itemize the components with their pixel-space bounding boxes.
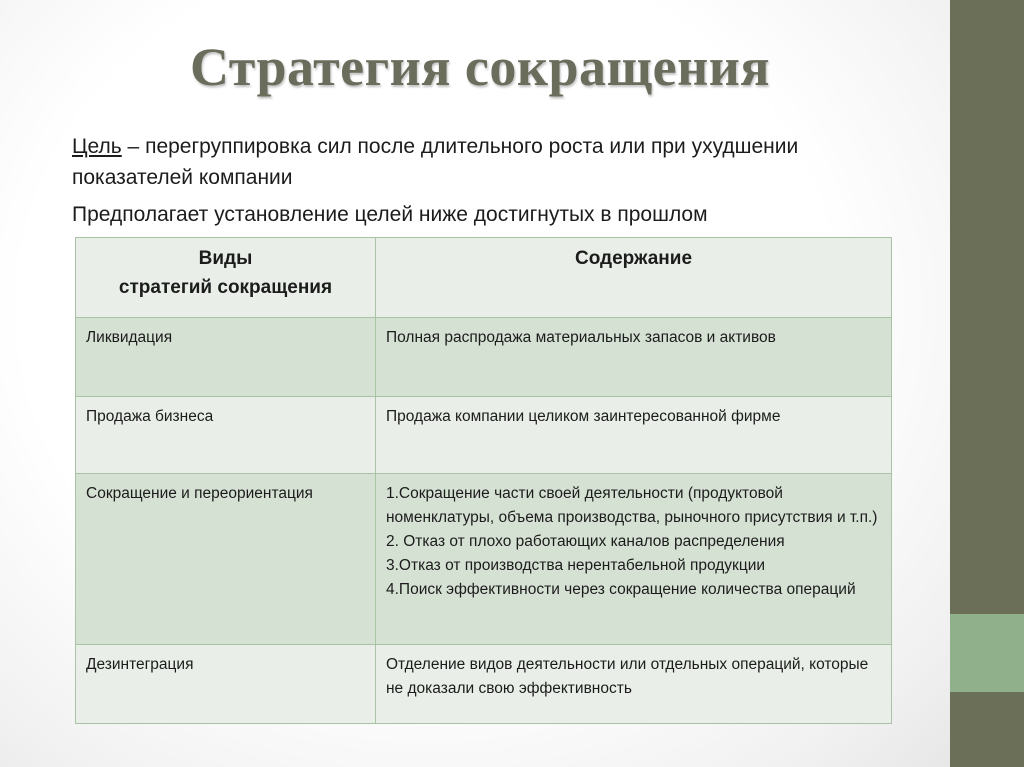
row-type-disintegration: Дезинтеграция — [76, 645, 376, 724]
row-type-liquidation: Ликвидация — [76, 318, 376, 397]
row-content-business-sale — [376, 397, 892, 474]
content-line: Продажа компании целиком заинтересованной фирме — [386, 408, 781, 425]
table-row — [76, 397, 892, 474]
header-types-line1: Виды — [198, 248, 253, 269]
content-line: 3.Отказ от производства нерентабельной продукции — [386, 557, 766, 574]
content-line: 1.Сокращение части своей деятельности (продуктовой номенклатуры, объема производства, рыночного присутствия и т.п.) — [386, 485, 878, 526]
row-content-reduction — [376, 474, 892, 645]
row-type-business-sale: Продажа бизнеса — [76, 397, 376, 474]
header-types — [76, 238, 376, 318]
slide-title: Стратегия сокращения — [189, 37, 771, 97]
goal-text: – перегруппировка сил после длительного роста или при ухудшении показателей компании — [72, 135, 799, 189]
goal-label: Цель — [72, 135, 122, 158]
row-type-reduction: Сокращение и переориентация — [76, 474, 376, 645]
header-content-label: Содержание — [574, 248, 693, 269]
row-content-liquidation — [376, 318, 892, 397]
table-row — [76, 645, 892, 724]
row-content-disintegration — [376, 645, 892, 724]
content-line: Полная распродажа материальных запасов и активов — [386, 329, 776, 346]
content-line: Отделение видов деятельности или отдельных операций, которые не доказали свою эффективность — [386, 656, 869, 697]
table-row — [76, 318, 892, 397]
goal-paragraph — [72, 131, 912, 193]
content-line: 4.Поиск эффективности через сокращение количества операций — [386, 581, 856, 598]
header-types-line2: стратегий сокращения — [118, 277, 333, 298]
table-header-row — [76, 238, 892, 318]
content-line: 2. Отказ от плохо работающих каналов распределения — [386, 533, 785, 550]
strategy-table — [75, 237, 892, 724]
side-strip-decoration — [950, 614, 1024, 692]
table-row — [76, 474, 892, 645]
header-content — [376, 238, 892, 318]
assumption-paragraph: Предполагает установление целей ниже достигнутых в прошлом — [72, 203, 708, 226]
